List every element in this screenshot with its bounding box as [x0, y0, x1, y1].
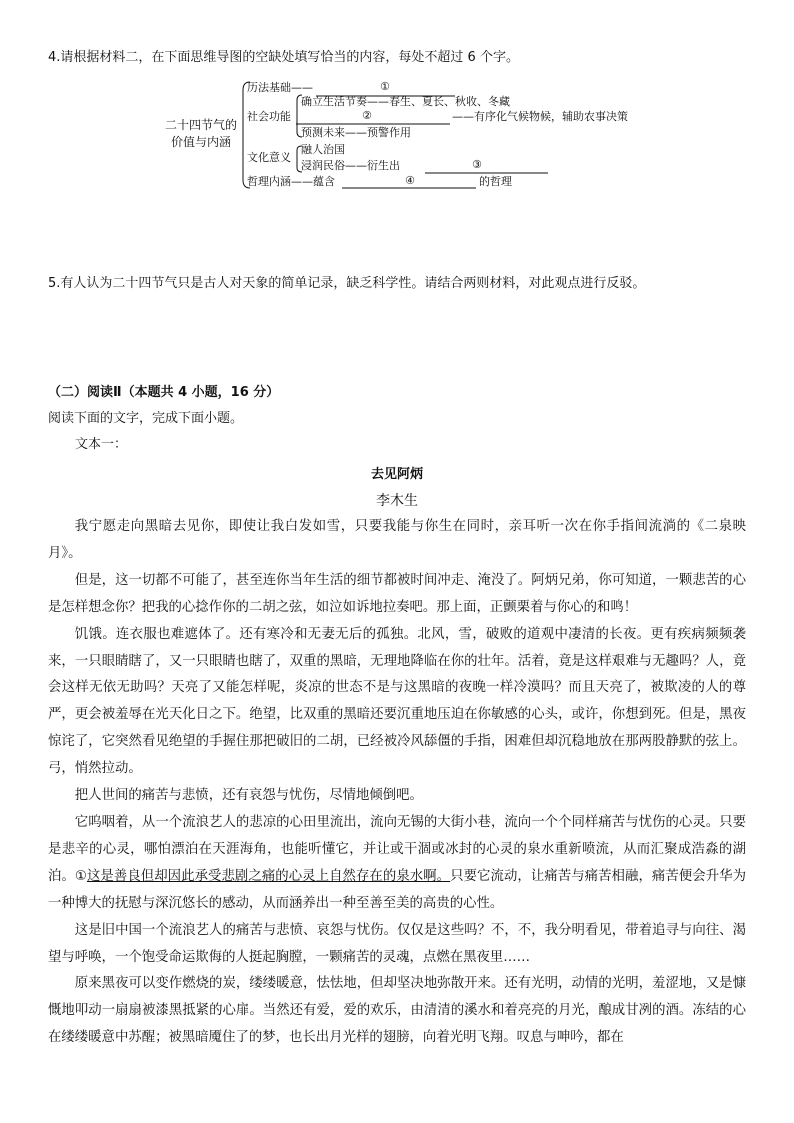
question-4: 4.请根据材料二，在下面思维导图的空缺处填写恰当的内容，每处不超过 6 个字。 [48, 50, 519, 65]
instruction: 阅读下面的文字，完成下面小题。 [48, 411, 244, 426]
paragraph-6: 这是旧中国一个流浪艺人的痛苦与悲愤、哀怨与忧伤。仅仅是这些吗？不，不，我分明看见，带着追寻与向往、渴望与呼唤，一个饱受命运欺侮的人挺起胸膛，一颗痛苦的灵魂，点燃在黑夜里…… [48, 922, 746, 965]
paragraph-1: 我宁愿走向黑暗去见你，即使让我白发如雪，只要我能与你生在同时，亲耳听一次在你手指间流淌的《二泉映月》。 [48, 519, 746, 561]
blank-4-marker: ④ [405, 174, 415, 187]
text-label: 文本一： [75, 437, 128, 452]
question-5: 5.有人认为二十四节气只是古人对天象的简单记录，缺乏科学性。请结合两则材料，对此观点进行反驳。 [48, 276, 646, 291]
social-sub-2-tail: ——有序化气候物候，辅助农事决策 [452, 110, 628, 123]
branch-philosophy: 哲理内涵——蕴含 [247, 175, 335, 188]
blank-2-marker: ② [362, 109, 372, 122]
social-sub-1: 确立生活节奏——春生、夏长、秋收、冬藏 [301, 95, 510, 108]
mind-map-root-2: 价值与内涵 [171, 135, 232, 149]
branch-culture: 文化意义 [247, 151, 291, 164]
blank-3-marker: ③ [472, 158, 482, 171]
blank-1-marker: ① [380, 80, 390, 93]
culture-sub-1: 融人治国 [301, 143, 345, 156]
paragraph-7: 原来黑夜可以变作燃烧的炭，缕缕暖意，怯怯地，但却坚决地弥散开来。还有光明，动情的光明，羞涩地，又是慷慨地叩动一扇扇被漆黑抵紧的心扉。当然还有爱，爱的欢乐，由清清的溪水和着亮亮的月光，酿成甘冽的酒。冻结的心在缕缕暖意中苏醒；被黑暗魇住了的梦，也长出月光样的翅膀，向着光明飞翔。叹息与呻吟，都在 [48, 976, 746, 1046]
paragraph-5 [48, 810, 746, 918]
paragraph-2: 但是，这一切都不可能了，甚至连你当年生活的细节都被时间冲走、淹没了。阿炳兄弟，你可知道，一颗悲苦的心是怎样想念你？把我的心捻作你的二胡之弦，如泣如诉地拉奏吧。那上面，正颤栗着与你心的和鸣！ [48, 572, 746, 615]
section-title: （二）阅读Ⅱ（本题共 4 小题，16 分） [48, 385, 280, 400]
article-body [48, 514, 746, 1052]
social-sub-3: 预测未来——预警作用 [301, 126, 411, 139]
article-title: 去见阿炳 [370, 467, 423, 482]
paragraph-5-end: 只要它流动，让痛苦与痛苦相融，痛苦便会升华为一种博大的抚慰与深沉悠长的感动，从而涵养出一种至善至美的高贵的心性。 [48, 868, 746, 911]
root-brace [243, 82, 250, 188]
article-author: 李木生 [376, 493, 418, 509]
paragraph-5-start: 它呜咽着，从一个流浪艺人的悲凉的心田里流出，流向无锡的大街小巷，流向一个个同样痛苦与忧伤的心灵。只要是悲辛的心灵，哪怕漂泊在天涯海角，也能听懂它，并让或干涸或冰封的心灵的泉水重新喷流，从而汇聚成浩淼的湖泊。① [48, 814, 746, 884]
underlined-sentence-1: 这是善良但却因此承受悲剧之痛的心灵上自然存在的泉水啊。 [86, 868, 451, 884]
paragraph-3: 饥饿。连衣服也难遮体了。还有寒冷和无妻无后的孤独。北风，雪，破败的道观中凄清的长夜。更有疾病频频袭来，一只眼睛瞎了，又一只眼睛也瞎了，双重的黑暗，无理地降临在你的壮年。活着，竟是这样艰难与无趣吗？人，竟会这样无依无助吗？天亮了又能怎样呢，炎凉的世态不是与这黑暗的夜晚一样冷漠吗？而且天亮了，被欺凌的人的尊严，更会被羞辱在光天化日之下。绝望，比双重的黑暗还要沉重地压迫在你敏感的心头，或许，你想到死。但是，黑夜惊诧了，它突然看见绝望的手握住那把破旧的二胡，已经被冷风舔僵的手指，困难但却沉稳地放在那两股静默的弦上。弓，悄然拉动。 [48, 626, 746, 777]
paragraph-4: 把人世间的痛苦与悲愤，还有哀怨与忧伤，尽情地倾倒吧。 [74, 788, 423, 804]
branch-calendar: 历法基础—— [247, 81, 313, 94]
branch-social: 社会功能 [247, 110, 291, 123]
mind-map-root-1: 二十四节气的 [165, 118, 238, 132]
culture-sub-2: 浸润民俗——衍生出 [301, 159, 400, 172]
philosophy-tail: 的哲理 [479, 175, 512, 188]
